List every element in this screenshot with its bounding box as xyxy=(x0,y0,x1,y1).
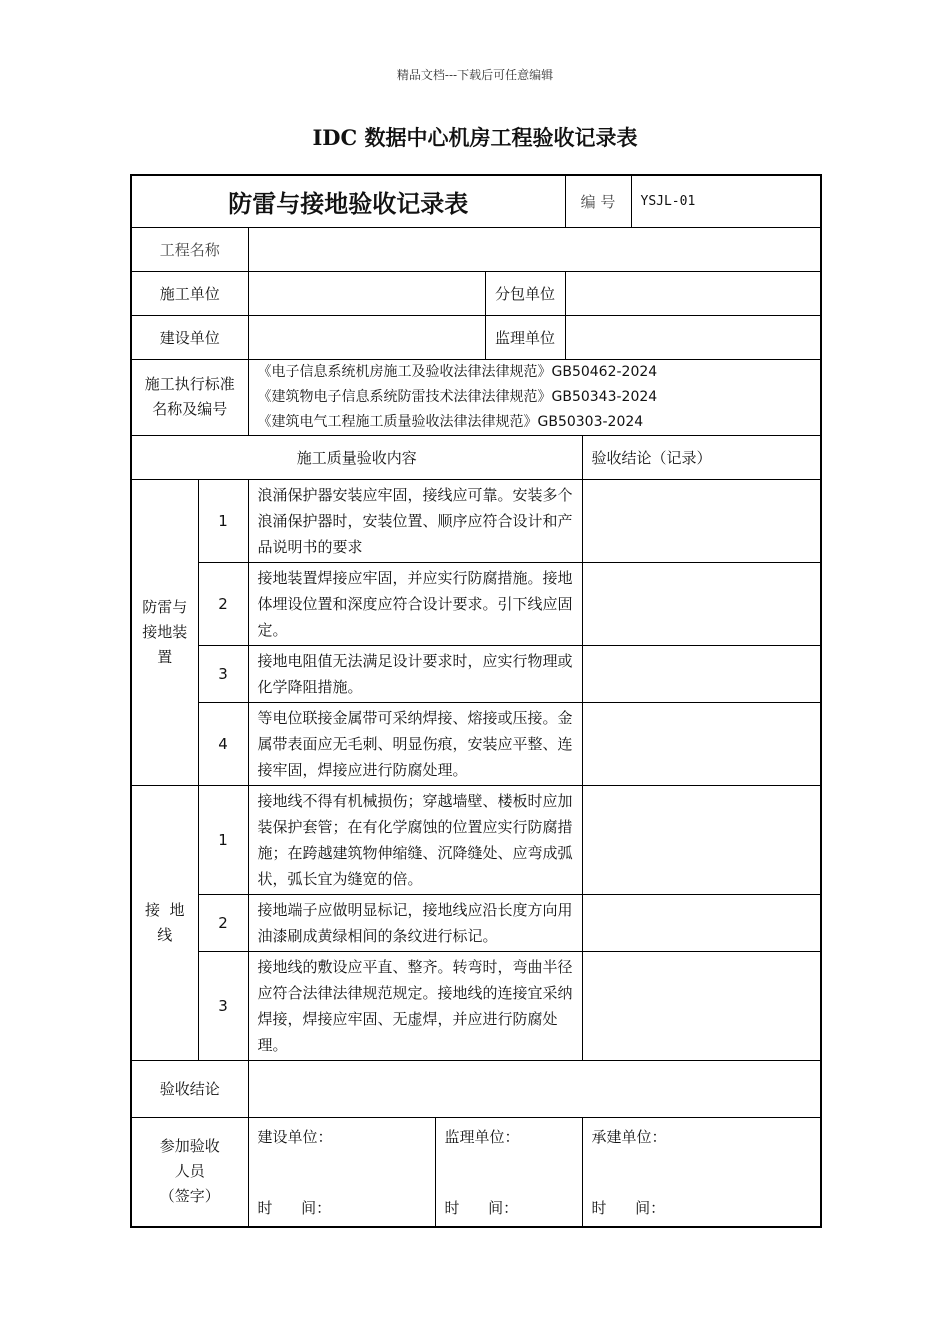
item-conclusion-field[interactable] xyxy=(582,894,821,951)
number-value: YSJL-01 xyxy=(631,175,821,227)
group-label-line: 接地装 xyxy=(142,622,188,641)
item-text: 接地端子应做明显标记，接地线应沿长度方向用油漆刷成黄绿相间的条纹进行标记。 xyxy=(248,894,582,951)
standards-label xyxy=(131,359,248,435)
supervision-time-label: 时 间： xyxy=(444,1199,519,1217)
item-number: 3 xyxy=(198,645,248,702)
project-name-field[interactable] xyxy=(248,227,821,271)
participants-label-line: 人员 xyxy=(174,1162,205,1181)
content-header: 施工质量验收内容 xyxy=(131,435,582,479)
item-text: 接地装置焊接应牢固，并应实行防腐措施。接地体埋设位置和深度应符合设计要求。引下线应固定。 xyxy=(248,562,582,645)
owner-signature-label: 建设单位： xyxy=(257,1127,333,1146)
standard-item: 《电子信息系统机房施工及验收法律法律规范》GB50462-2024 xyxy=(257,363,658,380)
form-title: 防雷与接地验收记录表 xyxy=(131,175,565,227)
item-text: 接地线的敷设应平直、整齐。转弯时，弯曲半径应符合法律法律规范规定。接地线的连接宜采纳焊接，焊接应牢固、无虚焊，并应进行防腐处理。 xyxy=(248,951,582,1060)
standards-list xyxy=(248,359,821,435)
participants-label-line: （签字） xyxy=(159,1187,220,1206)
final-conclusion-field[interactable] xyxy=(248,1060,821,1117)
final-conclusion-label: 验收结论 xyxy=(131,1060,248,1117)
document-title: IDC 数据中心机房工程验收记录表 xyxy=(312,125,638,150)
owner-time-label: 时 间： xyxy=(257,1199,332,1217)
construction-unit-label: 施工单位 xyxy=(131,271,248,315)
conclusion-header: 验收结论（记录） xyxy=(582,435,821,479)
item-number: 1 xyxy=(198,479,248,562)
owner-unit-field[interactable] xyxy=(248,315,485,359)
item-number: 2 xyxy=(198,894,248,951)
item-number: 2 xyxy=(198,562,248,645)
subcontract-unit-field[interactable] xyxy=(565,271,821,315)
project-name-label: 工程名称 xyxy=(131,227,248,271)
contractor-time-label: 时 间： xyxy=(591,1199,666,1217)
item-conclusion-field[interactable] xyxy=(582,645,821,702)
group-label-line: 接 地 xyxy=(144,900,185,919)
item-text: 接地电阻值无法满足设计要求时，应实行物理或化学降阻措施。 xyxy=(248,645,582,702)
item-conclusion-field[interactable] xyxy=(582,951,821,1060)
participants-label-line: 参加验收 xyxy=(159,1137,220,1156)
participants-label xyxy=(131,1117,248,1227)
owner-unit-label: 建设单位 xyxy=(131,315,248,359)
item-number: 1 xyxy=(198,785,248,894)
item-conclusion-field[interactable] xyxy=(582,785,821,894)
item-text: 等电位联接金属带可采纳焊接、熔接或压接。金属带表面应无毛刺、明显伤痕，安装应平整、连接牢固，焊接应进行防腐处理。 xyxy=(248,702,582,785)
item-number: 3 xyxy=(198,951,248,1060)
standard-item: 《建筑物电子信息系统防雷技术法律法律规范》GB50343-2024 xyxy=(257,388,658,405)
group-lightning-label xyxy=(131,479,198,785)
acceptance-record-form xyxy=(130,174,822,1228)
owner-signature-cell[interactable] xyxy=(248,1117,435,1227)
item-conclusion-field[interactable] xyxy=(582,702,821,785)
subcontract-unit-label: 分包单位 xyxy=(485,271,565,315)
construction-unit-field[interactable] xyxy=(248,271,485,315)
standards-label-line2: 名称及编号 xyxy=(152,400,228,418)
group-label-line: 防雷与 xyxy=(142,597,188,616)
group-grounding-wire-label xyxy=(131,785,198,1060)
header-note: 精品文档---下载后可任意编辑 xyxy=(396,68,554,82)
item-text: 接地线不得有机械损伤；穿越墙壁、楼板时应加装保护套管；在有化学腐蚀的位置应实行防腐措施；在跨越建筑物伸缩缝、沉降缝处、应弯成弧状，弧长宜为缝宽的倍。 xyxy=(248,785,582,894)
group-label-line: 线 xyxy=(157,925,173,944)
contractor-signature-cell[interactable] xyxy=(582,1117,821,1227)
number-label: 编 号 xyxy=(565,175,631,227)
item-number: 4 xyxy=(198,702,248,785)
group-label-line: 置 xyxy=(157,647,173,666)
contractor-signature-label: 承建单位： xyxy=(591,1127,667,1146)
standard-item: 《建筑电气工程施工质量验收法律法律规范》GB50303-2024 xyxy=(257,413,644,430)
supervision-signature-label: 监理单位： xyxy=(444,1127,520,1146)
item-conclusion-field[interactable] xyxy=(582,479,821,562)
supervision-unit-field[interactable] xyxy=(565,315,821,359)
item-conclusion-field[interactable] xyxy=(582,562,821,645)
item-text: 浪涌保护器安装应牢固，接线应可靠。安装多个浪涌保护器时，安装位置、顺序应符合设计和产品说明书的要求 xyxy=(248,479,582,562)
supervision-signature-cell[interactable] xyxy=(435,1117,582,1227)
supervision-unit-label: 监理单位 xyxy=(485,315,565,359)
standards-label-line1: 施工执行标准 xyxy=(144,375,235,393)
